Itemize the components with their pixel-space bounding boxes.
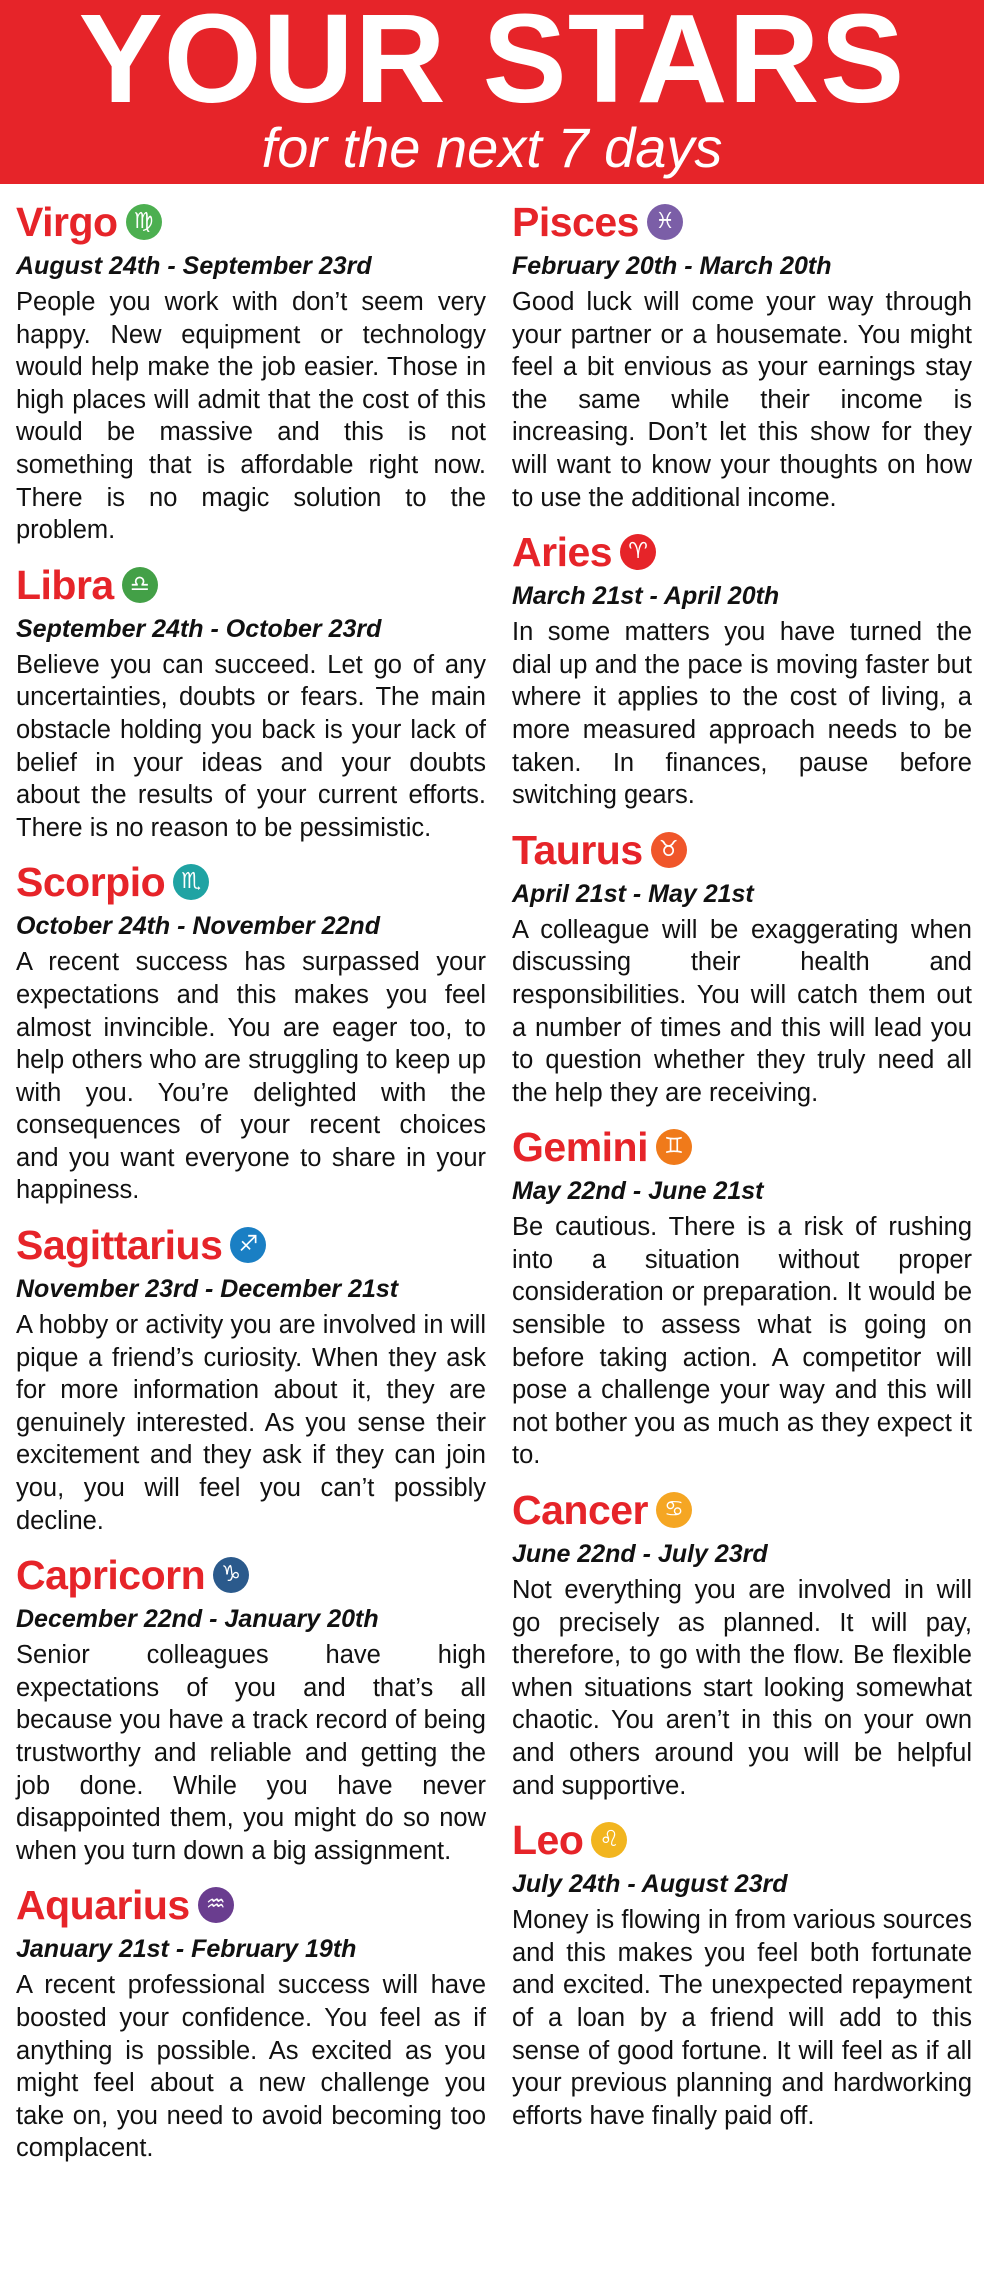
sign-header <box>16 1879 486 1931</box>
sign-header <box>16 1549 486 1601</box>
capricorn-icon: ♑ <box>213 1557 249 1593</box>
page-title: YOUR STARS <box>78 0 906 129</box>
sign-header <box>512 196 972 248</box>
sign-forecast: Not everything you are involved in will go precisely as planned. It will pay, therefore, to go with the flow. Be flexible when situations start looking somewhat chaotic. You aren’t in this on your own and others around you will be helpful and supportive. <box>512 1576 972 1800</box>
sign-header <box>512 1814 972 1866</box>
sign-dates: June 22nd - July 23rd <box>512 1540 768 1569</box>
sign-forecast: A colleague will be exaggerating when discussing their health and responsibilities. You will catch them out a number of times and this will lead you to question whether they truly need all the help they are receiving. <box>512 915 972 1107</box>
sign-header <box>512 1121 972 1173</box>
sign-forecast: A hobby or activity you are involved in will pique a friend’s curiosity. When they ask for more information about it, they are genuinely interested. As you sense their excitement and they ask if they can join you, you will feel you can’t possibly decline. <box>16 1311 486 1535</box>
sign-name: Sagittarius <box>16 1222 223 1269</box>
sign-name: Virgo <box>16 199 118 245</box>
horoscope-pisces <box>512 196 972 514</box>
horoscope-aries <box>512 526 972 812</box>
sign-header <box>16 1219 486 1271</box>
header-banner <box>0 0 984 184</box>
sign-name: Gemini <box>512 1124 648 1171</box>
libra-icon: ♎ <box>122 567 158 603</box>
leo-icon: ♌ <box>591 1822 627 1858</box>
sign-header <box>512 1484 972 1536</box>
sign-name: Libra <box>16 561 114 608</box>
gemini-icon: ♊ <box>656 1129 692 1165</box>
sign-forecast: A recent success has surpassed your expectations and this makes you feel almost invincible. You are eager too, to help others who are struggling to keep up with you. You’re delighted with the consequences of your recent choices and you want everyone to share in your happiness. <box>16 948 486 1205</box>
right-column <box>512 184 972 2132</box>
sign-name: Cancer <box>512 1487 649 1534</box>
sign-forecast: Senior colleagues have high expectations of you and that’s all because you have a track record of being trustworthy and reliable and getting the job done. While you have never disappointed them, you might do so now when you turn down a big assignment. <box>16 1641 486 1865</box>
left-column <box>16 184 486 2165</box>
sign-dates: August 24th - September 23rd <box>16 252 372 280</box>
sign-dates: November 23rd - December 21st <box>16 1275 399 1304</box>
sign-forecast: A recent professional success will have boosted your confidence. You feel as if anything is possible. As excited as you might feel about a new challenge you take on, you need to avoid becoming too complacent. <box>16 1971 486 2163</box>
sign-forecast: Be cautious. There is a risk of rushing into a situation without proper consideration or preparation. It would be sensible to assess what is going on before taking action. A competitor will pose a challenge your way and this will not bother you as much as they expect it to. <box>512 1213 972 1470</box>
sign-forecast: Money is flowing in from various sources and this makes you feel both fortunate and excited. The unexpected repayment of a loan by a friend will add to this sense of good fortune. It will feel as if all your previous planning and hardworking efforts have finally paid off. <box>512 1906 972 2130</box>
sign-dates: April 21st - May 21st <box>512 879 754 908</box>
page-subtitle: for the next 7 days <box>261 116 723 179</box>
horoscope-libra <box>16 559 486 845</box>
sign-header <box>512 526 972 578</box>
sign-header <box>16 196 486 248</box>
sagittarius-icon: ♐ <box>230 1227 266 1263</box>
sign-header <box>512 824 972 876</box>
sign-dates: July 24th - August 23rd <box>512 1870 788 1899</box>
sign-dates: September 24th - October 23rd <box>16 614 382 643</box>
sign-name: Taurus <box>512 826 643 873</box>
sign-header <box>16 559 486 611</box>
cancer-icon: ♋ <box>656 1492 692 1528</box>
sign-forecast: Believe you can succeed. Let go of any uncertainties, doubts or fears. The main obstacle holding you back is your lack of belief in your ideas and your doubts about the results of your current efforts. There is no reason to be pessimistic. <box>16 650 486 842</box>
sign-name: Leo <box>512 1817 584 1864</box>
horoscope-scorpio <box>16 856 486 1207</box>
horoscope-aquarius <box>16 1879 486 2165</box>
sign-header <box>16 856 486 908</box>
horoscope-taurus <box>512 824 972 1110</box>
sign-dates: January 21st - February 19th <box>16 1935 357 1964</box>
sign-name: Capricorn <box>16 1552 206 1599</box>
sign-forecast: In some matters you have turned the dial up and the pace is moving faster but where it applies to the cost of living, a more measured approach needs to be taken. In finances, pause before switching gears. <box>512 618 972 810</box>
sign-dates: February 20th - March 20th <box>512 252 832 280</box>
sign-dates: March 21st - April 20th <box>512 582 780 611</box>
taurus-icon: ♉ <box>651 832 687 868</box>
sign-dates: December 22nd - January 20th <box>16 1605 379 1634</box>
sign-forecast: Good luck will come your way through your partner or a housemate. You might feel a bit envious as your earnings stay the same while their income is increasing. Don’t let this show for they will want to know your thoughts on how to use the additional income. <box>512 288 972 512</box>
scorpio-icon: ♏ <box>173 864 209 900</box>
horoscope-sagittarius <box>16 1219 486 1537</box>
sign-dates: May 22nd - June 21st <box>512 1177 764 1206</box>
sign-forecast: People you work with don’t seem very happy. New equipment or technology would help make the job easier. Those in high places will admit that the cost of this would be massive and this is not something that is affordable right now. There is no magic solution to the problem. <box>16 288 486 545</box>
horoscope-virgo <box>16 196 486 547</box>
sign-name: Aries <box>512 529 613 576</box>
virgo-icon: ♍ <box>126 204 162 240</box>
horoscope-leo <box>512 1814 972 2132</box>
pisces-icon: ♓ <box>647 204 683 240</box>
aquarius-icon: ♒ <box>198 1887 234 1923</box>
horoscope-cancer <box>512 1484 972 1802</box>
sign-name: Scorpio <box>16 859 166 906</box>
sign-dates: October 24th - November 22nd <box>16 912 380 941</box>
sign-name: Pisces <box>512 199 639 245</box>
horoscope-gemini <box>512 1121 972 1472</box>
sign-name: Aquarius <box>16 1882 190 1929</box>
aries-icon: ♈ <box>620 534 656 570</box>
horoscope-capricorn <box>16 1549 486 1867</box>
